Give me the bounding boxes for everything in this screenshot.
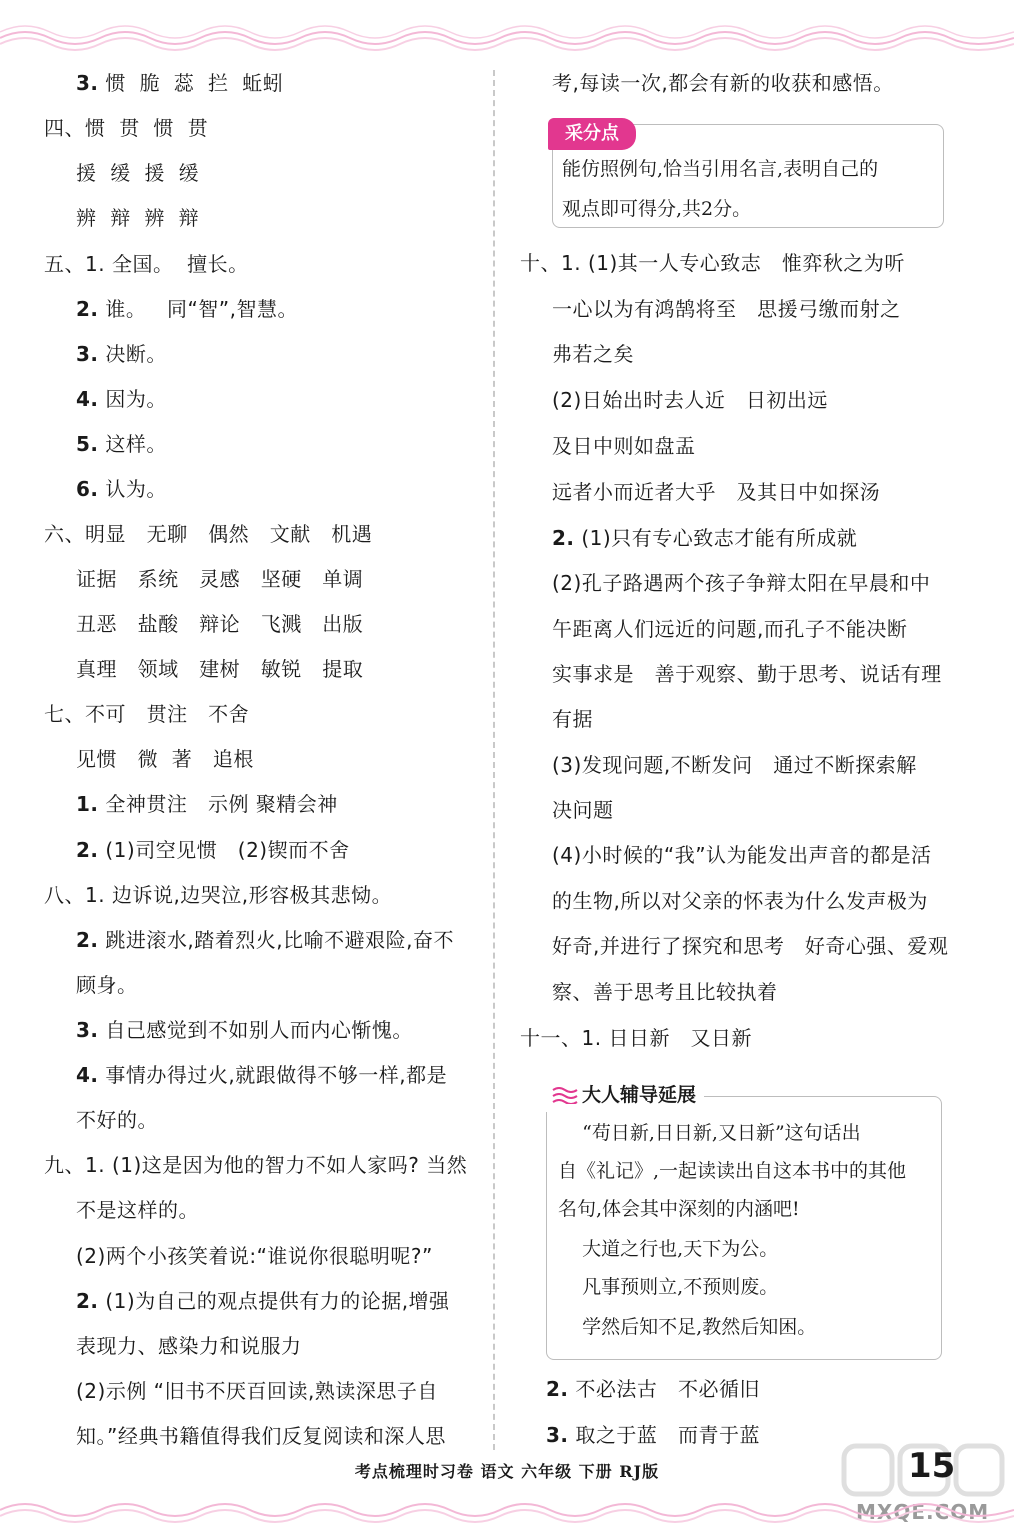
text-line [552,385,828,415]
text-line [552,750,917,780]
text-line [44,1150,467,1180]
line-text: 五、1. 全国。 擅长。 [44,252,249,276]
line-text: 证据 系统 灵感 坚硬 单调 [76,567,364,591]
line-text: 察、善于思考且比较执着 [552,980,778,1004]
top-wave-decoration [0,18,1014,58]
item-number: 3. [76,1018,99,1042]
text-line [552,659,942,689]
guide-line: 学然后知不足,教然后知困。 [558,1316,817,1338]
text-line [76,1241,433,1271]
item-number: 3. [546,1423,569,1447]
text-line [552,431,696,461]
line-text: 远者小而近者大乎 及其日中如探汤 [552,480,881,504]
line-text: 援 缓 援 缓 [76,161,200,185]
item-number: 4. [76,387,99,411]
text-line [552,704,593,734]
item-number: 1. [76,792,99,816]
line-text: 不必法古 不必循旧 [568,1377,760,1401]
line-text: 见惯 微 著 追根 [76,747,254,771]
line-text: 顾身。 [76,973,138,997]
guide-line: 名句,体会其中深刻的内涵吧! [558,1198,800,1220]
score-points-line: 能仿照例句,恰当引用名言,表明自己的 [562,158,879,180]
column-divider [493,70,495,1450]
text-line [76,294,298,324]
text-line [76,1286,450,1316]
text-line [76,339,167,369]
text-line [76,1060,447,1090]
line-text: 表现力、感染力和说服力 [76,1334,302,1358]
text-line [44,519,372,549]
item-number: 2. [76,838,99,862]
line-text: 及日中则如盘盂 [552,434,696,458]
item-number: 2. [546,1377,569,1401]
line-text: 午距离人们远近的问题,而孔子不能决断 [552,617,908,641]
text-line [552,614,907,644]
text-line [552,294,901,324]
line-text: 的生物,所以对父亲的怀表为什么发声极为 [552,889,928,913]
item-number: 5. [76,432,99,456]
line-text: 四、惯 贯 惯 贯 [44,116,209,140]
guide-line: 大道之行也,天下为公。 [558,1238,779,1260]
text-line [552,977,778,1007]
item-number: 2. [76,928,99,952]
line-text: 六、明显 无聊 偶然 文献 机遇 [44,522,373,546]
line-text: 因为。 [98,387,167,411]
line-text: 丑恶 盐酸 辩论 飞溅 出版 [76,612,364,636]
page-number: 15 [908,1446,956,1486]
text-line [552,477,880,507]
text-line [546,1420,760,1450]
text-line [552,931,948,961]
guide-line: 自《礼记》,一起读读出自这本书中的其他 [558,1160,907,1182]
text-line [76,654,363,684]
text-line [520,248,905,278]
text-line [44,699,249,729]
text-line [76,789,338,819]
line-text: 自己感觉到不如别人而内心惭愧。 [98,1018,413,1042]
text-line [76,203,199,233]
text-line [76,609,363,639]
line-text: 谁。 同“智”,智慧。 [98,297,299,321]
line-text: 决断。 [98,342,167,366]
text-line [76,1421,446,1451]
text-line [76,564,363,594]
item-number: 3. [76,71,99,95]
line-text: 七、不可 贯注 不舍 [44,702,250,726]
line-text: 好奇,并进行了探究和思考 好奇心强、爱观 [552,934,949,958]
line-text: 不是这样的。 [76,1198,199,1222]
text-line: 考,每读一次,都会有新的收获和感悟。 [552,71,894,95]
line-text: 实事求是 善于观察、勤于思考、说话有理 [552,662,942,686]
text-line [76,1331,302,1361]
text-line [76,68,283,98]
score-points-tag: 采分点 [548,118,636,150]
line-text: 取之于蓝 而青于蓝 [568,1423,760,1447]
page-footer: 考点梳理时习卷 语文 六年级 下册 RJ版 [354,1462,660,1481]
text-line [44,249,249,279]
guide-line: 凡事预则立,不预则废。 [558,1276,779,1298]
text-line [76,835,350,865]
line-text: 惯 脆 蕊 拦 蚯蚓 [98,71,284,95]
line-text: 十一、1. 日日新 又日新 [520,1026,753,1050]
line-text: (1)只有专心致志才能有所成就 [574,526,858,550]
item-number: 6. [76,477,99,501]
text-line [76,970,138,1000]
text-line [520,1023,752,1053]
text-line [44,113,208,143]
line-text: 辨 辩 辨 辩 [76,206,200,230]
line-text: 跳进滚水,踏着烈火,比喻不避艰险,奋不 [98,928,454,952]
line-text: 不好的。 [76,1108,158,1132]
line-text: 真理 领域 建树 敏锐 提取 [76,657,364,681]
text-line [76,925,454,955]
text-line [552,840,932,870]
item-number: 2. [76,297,99,321]
line-text: (1)司空见惯 (2)锲而不舍 [98,838,350,862]
score-points-line: 观点即可得分,共2分。 [562,198,752,220]
text-line [76,384,167,414]
line-text: 这样。 [98,432,167,456]
text-line [76,1105,158,1135]
wave-lines-icon [552,1086,578,1104]
line-text: (2)日始出时去人近 日初出远 [552,388,828,412]
item-number: 3. [76,342,99,366]
text-line [76,474,167,504]
text-line [552,568,930,598]
text-line [552,886,928,916]
line-text: (4)小时候的“我”认为能发出声音的都是活 [552,843,932,867]
line-text: (1)为自己的观点提供有力的论据,增强 [98,1289,450,1313]
text-line [552,523,857,553]
line-text: 知。”经典书籍值得我们反复阅读和深人思 [76,1424,446,1448]
line-text: 八、1. 边诉说,边哭泣,形容极其悲恸。 [44,883,393,907]
line-text: 弗若之矣 [552,342,634,366]
text-line [76,1376,438,1406]
bottom-wave-decoration [0,1490,1014,1530]
line-text: 一心以为有鸿鹄将至 思援弓缴而射之 [552,297,901,321]
item-number: 2. [552,526,575,550]
line-text: (2)孔子路遇两个孩子争辩太阳在早晨和中 [552,571,931,595]
guide-line: “苟日新,日日新,又日新”这句话出 [558,1122,861,1144]
line-text: (2)示例 “旧书不厌百回读,熟读深思子自 [76,1379,438,1403]
line-text: 有据 [552,707,593,731]
item-number: 4. [76,1063,99,1087]
line-text: (2)两个小孩笑着说:“谁说你很聪明呢?” [76,1244,433,1268]
watermark-text: MXQE.COM [856,1500,990,1524]
line-text: 认为。 [98,477,167,501]
text-line [44,880,392,910]
text-line [76,1195,199,1225]
line-text: 九、1. (1)这是因为他的智力不如人家吗? 当然 [44,1153,468,1177]
line-text: 十、1. (1)其一人专心致志 惟弈秋之为听 [520,251,905,275]
line-text: 事情办得过火,就跟做得不够一样,都是 [98,1063,448,1087]
text-line [76,158,199,188]
line-text: 决问题 [552,798,614,822]
text-line [552,339,634,369]
line-text: 全神贯注 示例 聚精会神 [98,792,338,816]
parent-guide-title: 大人辅导延展 [546,1078,704,1112]
text-line [546,1374,760,1404]
text-line [76,744,254,774]
item-number: 2. [76,1289,99,1313]
text-line [76,1015,413,1045]
text-line [552,795,614,825]
text-line [76,429,167,459]
line-text: (3)发现问题,不断发问 通过不断探索解 [552,753,917,777]
